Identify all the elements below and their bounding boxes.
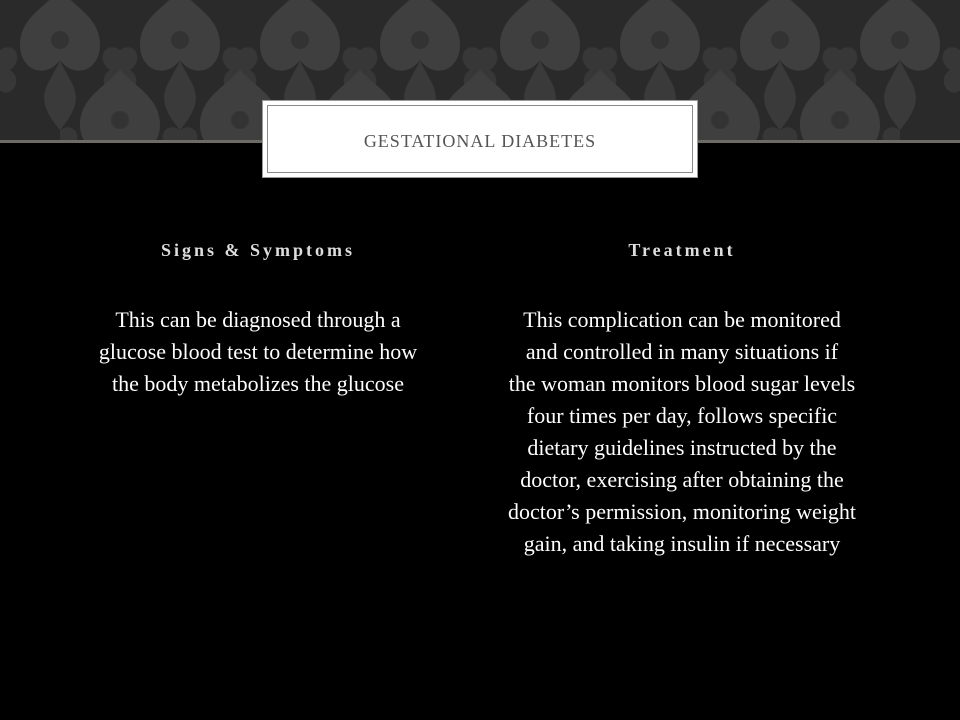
- body-line: doctor, exercising after obtaining the: [520, 467, 844, 492]
- body-line: This complication can be monitored: [523, 307, 841, 332]
- column-heading-signs: Signs & Symptoms: [160, 240, 356, 260]
- body-line: This can be diagnosed through a: [115, 307, 401, 332]
- body-line: four times per day, follows specific: [526, 403, 838, 428]
- slide-title: GESTATIONAL DIABETES: [363, 131, 597, 151]
- signs-symptoms-column: [48, 236, 468, 400]
- treatment-column: [472, 236, 892, 560]
- body-line: gain, and taking insulin if necessary: [523, 531, 841, 556]
- body-line: and controlled in many situations if: [525, 339, 839, 364]
- column-body-signs: [48, 304, 468, 400]
- body-line: glucose blood test to determine how: [98, 339, 418, 364]
- body-line: doctor’s permission, monitoring weight: [508, 499, 856, 524]
- body-line: the body metabolizes the glucose: [111, 371, 405, 396]
- body-line: the woman monitors blood sugar levels: [508, 371, 856, 396]
- column-heading-treatment: Treatment: [628, 240, 736, 260]
- body-line: dietary guidelines instructed by the: [527, 435, 837, 460]
- title-box: [262, 100, 698, 178]
- column-body-treatment: [472, 304, 892, 560]
